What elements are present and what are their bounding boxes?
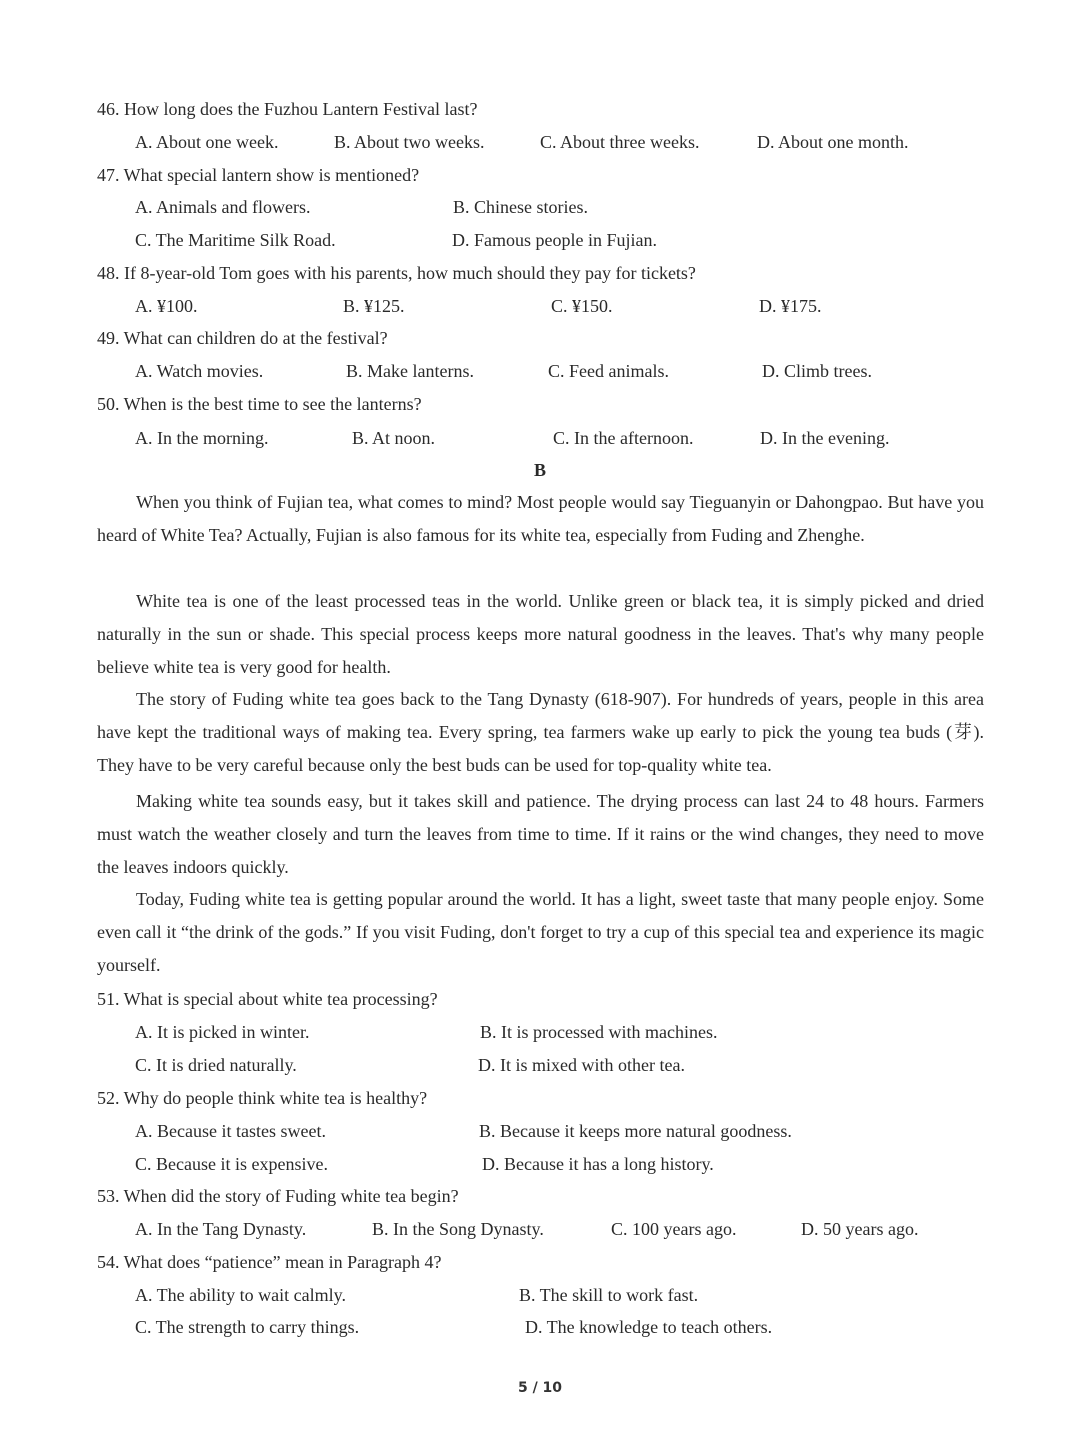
question-54-option-b: B. The skill to work fast.: [519, 1285, 699, 1305]
question-47-option-b: B. Chinese stories.: [453, 197, 588, 217]
question-52-stem: 52. Why do people think white tea is healthy?: [97, 1088, 428, 1108]
question-50-stem: 50. When is the best time to see the lanterns?: [97, 394, 422, 414]
question-54-option-d: D. The knowledge to teach others.: [525, 1317, 773, 1337]
passage-paragraph-1: When you think of Fujian tea, what comes to mind? Most people would say Tieguanyin or Dahongpao. But have you heard of White Tea? Actually, Fujian is also famous for its white tea, especially from Fuding and Zhenghe.: [97, 492, 984, 545]
question-48-option-b: B. ¥125.: [343, 296, 405, 316]
question-46-option-d: D. About one month.: [757, 132, 909, 152]
question-54-option-a: A. The ability to wait calmly.: [135, 1285, 346, 1305]
question-48-stem: 48. If 8-year-old Tom goes with his parents, how much should they pay for tickets?: [97, 263, 696, 283]
question-47-stem: 47. What special lantern show is mentioned?: [97, 165, 420, 185]
question-48-option-a: A. ¥100.: [135, 296, 198, 316]
question-49-option-b: B. Make lanterns.: [346, 361, 474, 381]
question-53-stem: 53. When did the story of Fuding white tea begin?: [97, 1186, 459, 1206]
page-number: 5 / 10: [517, 1380, 563, 1396]
question-46-option-a: A. About one week.: [135, 132, 279, 152]
question-47-option-c: C. The Maritime Silk Road.: [135, 230, 336, 250]
question-52-option-a: A. Because it tastes sweet.: [135, 1121, 326, 1141]
question-53-option-b: B. In the Song Dynasty.: [372, 1219, 544, 1239]
question-52-option-d: D. Because it has a long history.: [482, 1154, 714, 1174]
question-48-option-c: C. ¥150.: [551, 296, 613, 316]
question-49-stem: 49. What can children do at the festival?: [97, 328, 388, 348]
question-52-option-c: C. Because it is expensive.: [135, 1154, 328, 1174]
question-50-option-a: A. In the morning.: [135, 428, 269, 448]
question-51-stem: 51. What is special about white tea processing?: [97, 989, 438, 1009]
passage-paragraph-3: The story of Fuding white tea goes back to the Tang Dynasty (618-907). For hundreds of years, people in this area have kept the traditional ways of making tea. Every spring, tea farmers wake up early to pick the young tea buds (芽). They have to be very careful because only the best buds can be used for top-quality white tea.: [97, 689, 984, 775]
passage-paragraph-4: Making white tea sounds easy, but it takes skill and patience. The drying process can last 24 to 48 hours. Farmers must watch the weather closely and turn the leaves from time to time. If it rains or the wind changes, they need to move the leaves indoors quickly.: [97, 791, 984, 877]
question-49-option-a: A. Watch movies.: [135, 361, 264, 381]
question-50-option-b: B. At noon.: [352, 428, 436, 448]
passage-paragraph-2: White tea is one of the least processed teas in the world. Unlike green or black tea, it is simply picked and dried naturally in the sun or shade. This special process keeps more natural goodness in the leaves. That's why many people believe white tea is very good for health.: [97, 591, 984, 677]
section-b-heading: B: [533, 460, 546, 480]
question-54-option-c: C. The strength to carry things.: [135, 1317, 360, 1337]
question-51-option-c: C. It is dried naturally.: [135, 1055, 297, 1075]
question-46-option-b: B. About two weeks.: [334, 132, 485, 152]
question-53-option-a: A. In the Tang Dynasty.: [135, 1219, 307, 1239]
question-54-stem: 54. What does “patience” mean in Paragraph 4?: [97, 1252, 442, 1272]
question-47-option-d: D. Famous people in Fujian.: [452, 230, 657, 250]
question-50-option-d: D. In the evening.: [760, 428, 890, 448]
question-52-option-b: B. Because it keeps more natural goodness.: [479, 1121, 792, 1141]
question-51-option-b: B. It is processed with machines.: [480, 1022, 718, 1042]
question-46-stem: 46. How long does the Fuzhou Lantern Festival last?: [97, 99, 478, 119]
question-53-option-c: C. 100 years ago.: [611, 1219, 737, 1239]
question-48-option-d: D. ¥175.: [759, 296, 822, 316]
question-50-option-c: C. In the afternoon.: [553, 428, 694, 448]
question-46-option-c: C. About three weeks.: [540, 132, 700, 152]
question-49-option-c: C. Feed animals.: [548, 361, 669, 381]
passage-paragraph-5: Today, Fuding white tea is getting popular around the world. It has a light, sweet taste that many people enjoy. Some even call it “the drink of the gods.” If you visit Fuding, don't forget to try a cup of this special tea and experience its magic yourself.: [97, 889, 984, 975]
question-51-option-a: A. It is picked in winter.: [135, 1022, 310, 1042]
question-51-option-d: D. It is mixed with other tea.: [478, 1055, 685, 1075]
question-49-option-d: D. Climb trees.: [762, 361, 872, 381]
question-47-option-a: A. Animals and flowers.: [135, 197, 311, 217]
question-53-option-d: D. 50 years ago.: [801, 1219, 919, 1239]
